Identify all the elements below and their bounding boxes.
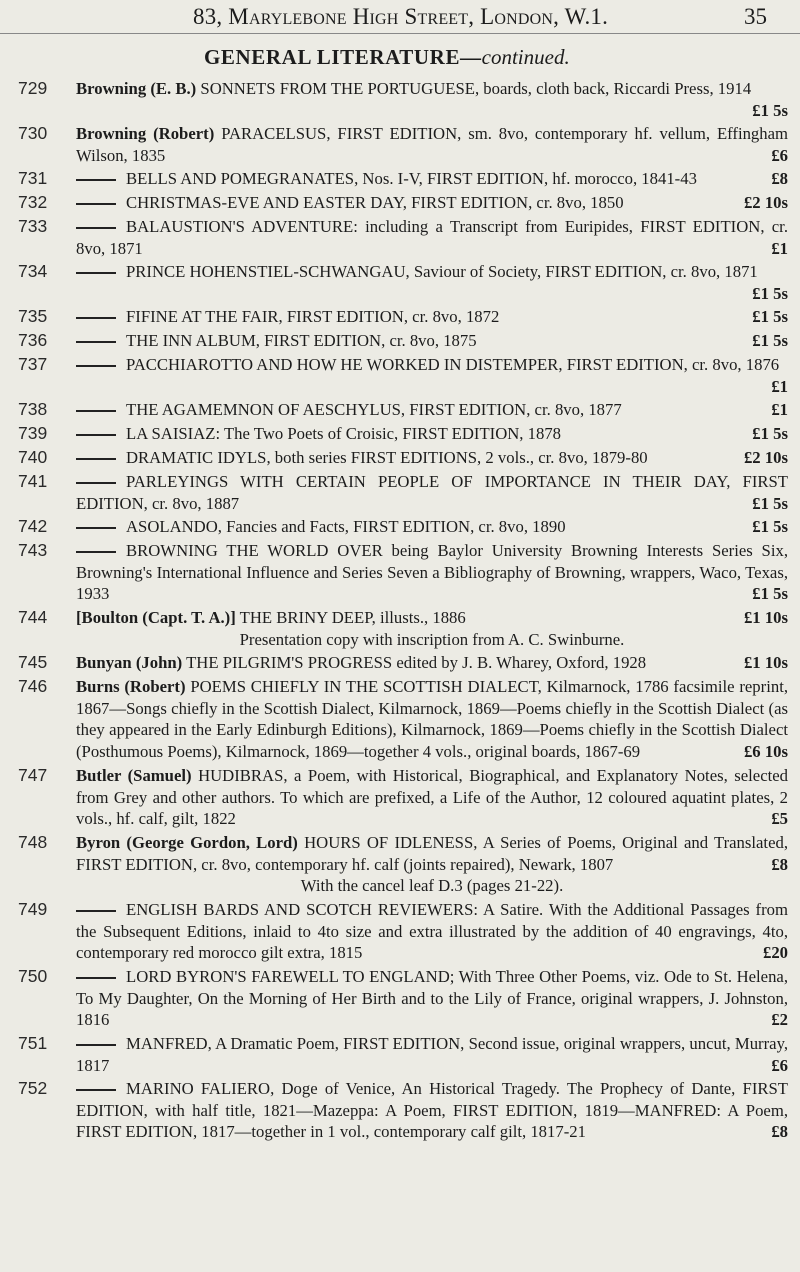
entry-price: £5 — [771, 809, 788, 829]
lot-number: 748 — [18, 832, 48, 852]
entry-description: THE PILGRIM'S PROGRESS edited by J. B. Wharey, Oxford, 1928 — [186, 653, 647, 672]
lot-number: 750 — [18, 966, 48, 986]
entry-price: £1 5s — [752, 283, 788, 303]
lot-number: 738 — [18, 399, 48, 419]
lot-number: 747 — [18, 765, 48, 785]
entry-description: BROWNING THE WORLD OVER being Baylor University Browning Interests Series Six, Browning's International Influence and Series Seven a Bibliography of Browning, wrappers, Waco, Texas, 1933 — [76, 541, 788, 604]
entry-text — [76, 423, 788, 445]
lot-number: 749 — [18, 899, 48, 919]
entry-price: £1 5s — [752, 100, 788, 120]
entry-text — [76, 966, 788, 1031]
entry-price: £6 10s — [743, 742, 788, 762]
entry-text — [76, 765, 788, 830]
ditto-dash — [76, 272, 116, 274]
entry-price: £1 5s — [752, 493, 788, 513]
entry-price: £6 — [771, 1055, 788, 1075]
entry-text — [76, 399, 788, 421]
entry-text — [76, 306, 788, 328]
ditto-dash — [76, 482, 116, 484]
entry-note: With the cancel leaf D.3 (pages 21-22). — [300, 876, 564, 896]
entry-price: £1 5s — [752, 331, 788, 350]
header-address: 83, Marylebone High Street, London, W.1. — [193, 4, 609, 29]
entry-description: PARACELSUS, FIRST EDITION, sm. 8vo, contemporary hf. vellum, Effingham Wilson, 1835 — [76, 124, 789, 165]
entry-text — [76, 1033, 788, 1076]
entry-price: £1 5s — [752, 307, 788, 326]
entry-price: £8 — [771, 1122, 788, 1142]
entry-text — [76, 168, 788, 190]
entry-description: POEMS CHIEFLY IN THE SCOTTISH DIALECT, Kilmarnock, 1786 facsimile reprint, 1867—Songs chiefly in the Scottish Dialect, Kilmarnock, 1869—Poems chiefly in the Scottish Dialect (as they appeared in the Early Edinburgh Editions), Kilmarnock, 1869—Poems chiefly in the Scottish Dialect (Posthumous Poems), Kilmarnock, 1869—together 4 vols., original boards, 1867-69 — [76, 677, 788, 762]
entry-text — [76, 607, 788, 650]
entry-text — [76, 832, 788, 897]
entry-price: £1 — [771, 238, 788, 258]
entry-price: £20 — [762, 943, 788, 963]
entry-description: THE AGAMEMNON OF AESCHYLUS, FIRST EDITION, cr. 8vo, 1877 — [126, 400, 622, 419]
ditto-dash — [76, 910, 116, 912]
entry-price: £1 5s — [752, 517, 788, 536]
entry-author: Bunyan (John) — [76, 653, 183, 672]
lot-number: 735 — [18, 306, 48, 326]
entry-author: Browning (E. B.) — [76, 79, 197, 98]
entry-author: Burns (Robert) — [76, 677, 186, 696]
header-rule — [0, 33, 800, 34]
lot-number: 751 — [18, 1033, 48, 1053]
ditto-dash — [76, 341, 116, 343]
entry-description: FIFINE AT THE FAIR, FIRST EDITION, cr. 8vo, 1872 — [126, 307, 500, 326]
entry-price: £1 10s — [743, 653, 788, 672]
entry-description: SONNETS FROM THE PORTUGUESE, boards, cloth back, Riccardi Press, 1914 — [200, 79, 752, 98]
entry-price: £8 — [771, 169, 788, 188]
entry-description: HOURS OF IDLENESS, A Series of Poems, Original and Translated, FIRST EDITION, cr. 8vo, contemporary hf. calf (joints repaired), Newark, 1807 — [76, 833, 788, 874]
entry-description: MARINO FALIERO, Doge of Venice, An Historical Tragedy. The Prophecy of Dante, FIRST EDITION, with half title, 1821—Mazeppa: A Poem, FIRST EDITION, 1819—MANFRED: A Poem, FIRST EDITION, 1817—together in 1 vol., contemporary calf gilt, 1817-21 — [76, 1079, 788, 1142]
entry-price: £1 — [771, 400, 788, 419]
entry-description: CHRISTMAS-EVE AND EASTER DAY, FIRST EDITION, cr. 8vo, 1850 — [126, 193, 624, 212]
entry-author: Browning (Robert) — [76, 124, 215, 143]
entry-price: £1 — [771, 376, 788, 396]
entry-text — [76, 652, 788, 674]
lot-number: 752 — [18, 1078, 48, 1098]
lot-number: 739 — [18, 423, 48, 443]
entry-author: Butler (Samuel) — [76, 766, 192, 785]
entry-text — [76, 471, 788, 514]
ditto-dash — [76, 977, 116, 979]
entry-price: £1 5s — [752, 584, 788, 604]
entry-text — [76, 540, 788, 605]
ditto-dash — [76, 551, 116, 553]
entry-description: BALAUSTION'S ADVENTURE: including a Transcript from Euripides, FIRST EDITION, cr. 8vo, 1871 — [76, 217, 788, 258]
entry-author: [Boulton (Capt. T. A.)] — [76, 608, 236, 627]
lot-number: 745 — [18, 652, 48, 672]
entry-price: £6 — [771, 145, 788, 165]
entry-text — [76, 676, 788, 763]
entry-text — [76, 216, 788, 259]
lot-number: 742 — [18, 516, 48, 536]
entry-description: LA SAISIAZ: The Two Poets of Croisic, FIRST EDITION, 1878 — [126, 424, 562, 443]
ditto-dash — [76, 365, 116, 367]
lot-number: 744 — [18, 607, 48, 627]
lot-number: 732 — [18, 192, 48, 212]
entry-description: MANFRED, A Dramatic Poem, FIRST EDITION, Second issue, original wrappers, uncut, Murray, 1817 — [76, 1034, 788, 1075]
entry-text — [76, 192, 788, 214]
entry-price: £1 5s — [752, 424, 788, 443]
entry-price: £2 — [771, 1010, 788, 1030]
entry-description: ASOLANDO, Fancies and Facts, FIRST EDITION, cr. 8vo, 1890 — [126, 517, 566, 536]
entry-text — [76, 123, 788, 166]
entry-text — [76, 78, 788, 121]
ditto-dash — [76, 410, 116, 412]
lot-number: 743 — [18, 540, 48, 560]
section-title — [204, 45, 570, 70]
ditto-dash — [76, 179, 116, 181]
ditto-dash — [76, 317, 116, 319]
ditto-dash — [76, 1044, 116, 1046]
lot-number: 740 — [18, 447, 48, 467]
entry-text — [76, 330, 788, 352]
entry-price: £2 10s — [743, 193, 788, 212]
entry-description: BELLS AND POMEGRANATES, Nos. I-V, FIRST EDITION, hf. morocco, 1841-43 — [126, 169, 697, 188]
entry-description: DRAMATIC IDYLS, both series FIRST EDITIONS, 2 vols., cr. 8vo, 1879-80 — [126, 448, 648, 467]
entry-description: THE BRINY DEEP, illusts., 1886 — [239, 608, 466, 627]
lot-number: 734 — [18, 261, 48, 281]
entry-text — [76, 899, 788, 964]
entry-description: PARLEYINGS WITH CERTAIN PEOPLE OF IMPORTANCE IN THEIR DAY, FIRST EDITION, cr. 8vo, 1887 — [76, 472, 788, 513]
entry-price: £1 10s — [743, 608, 788, 627]
entry-text — [76, 516, 788, 538]
lot-number: 746 — [18, 676, 48, 696]
entry-author: Byron (George Gordon, Lord) — [76, 833, 298, 852]
ditto-dash — [76, 1089, 116, 1091]
lot-number: 729 — [18, 78, 48, 98]
ditto-dash — [76, 227, 116, 229]
entry-description: THE INN ALBUM, FIRST EDITION, cr. 8vo, 1875 — [126, 331, 477, 350]
entry-price: £8 — [771, 854, 788, 874]
entry-text — [76, 447, 788, 469]
ditto-dash — [76, 434, 116, 436]
lot-number: 731 — [18, 168, 48, 188]
entry-text — [76, 261, 788, 304]
page-number: 35 — [744, 4, 767, 29]
section-continued: continued. — [481, 45, 570, 69]
lot-number: 741 — [18, 471, 48, 491]
entry-note: Presentation copy with inscription from A. C. Swinburne. — [239, 629, 625, 649]
entry-description: LORD BYRON'S FAREWELL TO ENGLAND; With Three Other Poems, viz. Ode to St. Helena, To My Daughter, On the Morning of Her Birth and to the Lily of France, original wrappers, J. Johnston, 1816 — [76, 967, 788, 1030]
lot-number: 736 — [18, 330, 48, 350]
entry-price: £2 10s — [743, 448, 788, 467]
section-title-text: GENERAL LITERATURE— — [204, 45, 482, 69]
entry-description: HUDIBRAS, a Poem, with Historical, Biographical, and Explanatory Notes, selected from Grey and other authors. To which are prefixed, a Life of the Author, 12 coloured aquatint plates, 2 vols., hf. calf, gilt, 1822 — [76, 766, 788, 829]
ditto-dash — [76, 203, 116, 205]
ditto-dash — [76, 527, 116, 529]
ditto-dash — [76, 458, 116, 460]
lot-number: 737 — [18, 354, 48, 374]
entry-description: ENGLISH BARDS AND SCOTCH REVIEWERS: A Satire. With the Additional Passages from the Subsequent Editions, inlaid to 4to size and extra illustrated by the addition of 40 engravings, 4to, contemporary red morocco gilt extra, 1815 — [76, 900, 788, 963]
running-head — [0, 2, 800, 30]
lot-number: 733 — [18, 216, 48, 236]
lot-number: 730 — [18, 123, 48, 143]
entry-description: PRINCE HOHENSTIEL-SCHWANGAU, Saviour of Society, FIRST EDITION, cr. 8vo, 1871 — [126, 262, 758, 281]
entry-description: PACCHIAROTTO AND HOW HE WORKED IN DISTEMPER, FIRST EDITION, cr. 8vo, 1876 — [126, 355, 780, 374]
entry-text — [76, 354, 788, 397]
entry-text — [76, 1078, 788, 1143]
